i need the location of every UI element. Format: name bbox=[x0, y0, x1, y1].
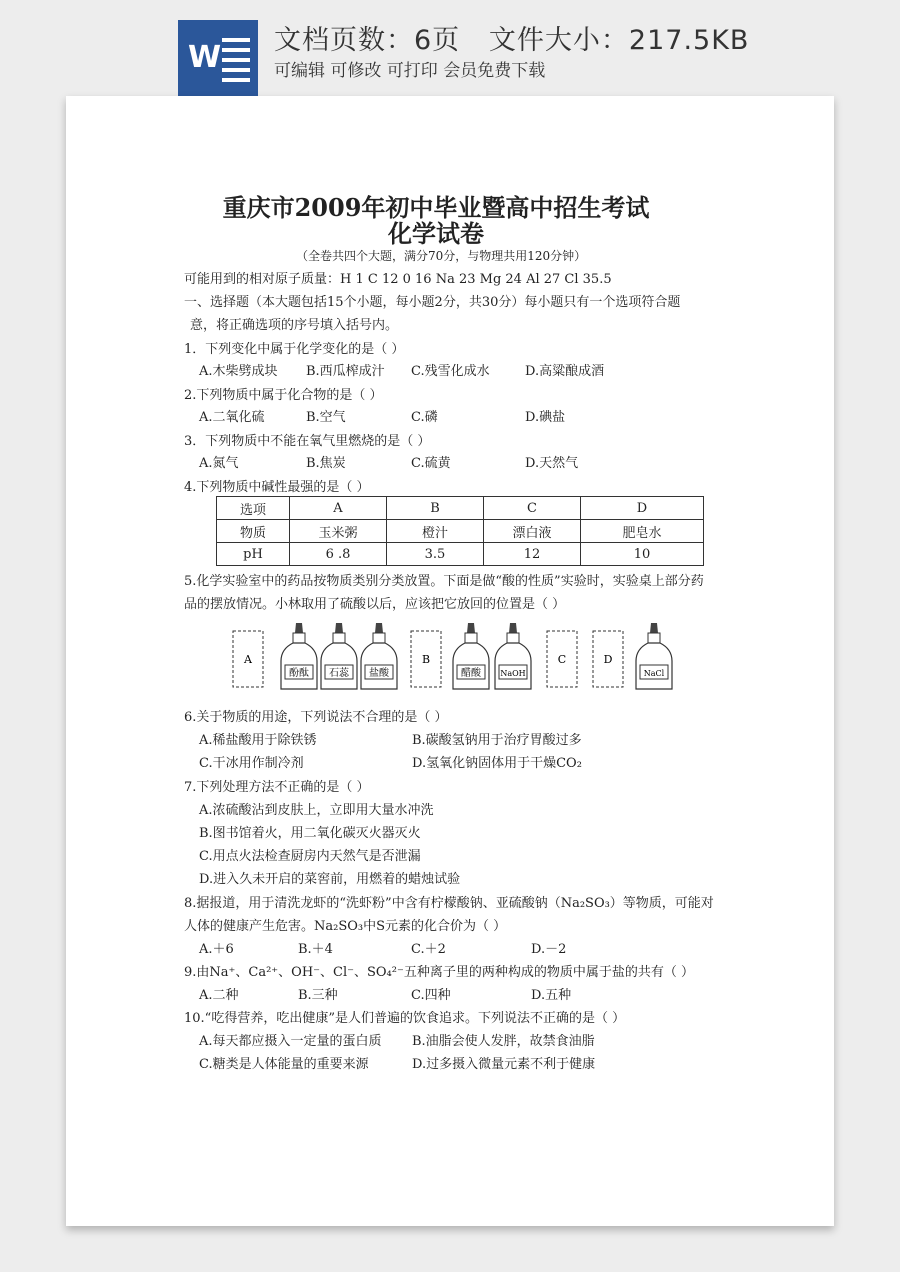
exam-title: 重庆市2009年初中毕业暨高中招生考试 bbox=[222, 193, 650, 222]
document-actions: 可编辑 可修改 可打印 会员免费下载 bbox=[274, 61, 546, 81]
q9-option: C.四种 bbox=[411, 988, 451, 1003]
q6-option: B.碳酸氢钠用于治疗胃酸过多 bbox=[412, 733, 582, 748]
slot-label: C bbox=[557, 653, 567, 666]
empty-slot bbox=[547, 631, 577, 687]
bottle-label: 酚酞 bbox=[289, 668, 309, 679]
reagent-bottle bbox=[636, 623, 672, 689]
empty-slot bbox=[233, 631, 263, 687]
question-6: 6.关于物质的用途，下列说法不合理的是（ ） bbox=[184, 710, 448, 725]
reagent-bottle bbox=[453, 623, 489, 689]
q3-option: A.氮气 bbox=[199, 456, 239, 471]
question-1: 1．下列变化中属于化学变化的是（ ） bbox=[184, 342, 405, 357]
question-5: 5.化学实验室中的药品按物质类别分类放置。下面是做“酸的性质”实验时，实验桌上部分药 bbox=[184, 574, 704, 589]
question-3: 3．下列物质中不能在氧气里燃烧的是（ ） bbox=[184, 434, 431, 449]
q6-option: C.干冰用作制冷剂 bbox=[199, 756, 304, 771]
table-cell: 漂白液 bbox=[484, 520, 581, 543]
question-2: 2.下列物质中属于化合物的是（ ） bbox=[184, 388, 383, 403]
word-document-icon bbox=[178, 20, 258, 96]
reagent-bottle bbox=[321, 623, 357, 689]
table-row bbox=[217, 543, 704, 566]
q7-option: C.用点火法检查厨房内天然气是否泄漏 bbox=[199, 849, 421, 864]
question-7: 7.下列处理方法不正确的是（ ） bbox=[184, 780, 370, 795]
atomic-masses: 可能用到的相对原子质量：H 1 C 12 0 16 Na 23 Mg 24 Al 27 Cl 35.5 bbox=[184, 272, 612, 287]
q6-option: A.稀盐酸用于除铁锈 bbox=[199, 733, 317, 748]
empty-slot bbox=[411, 631, 441, 687]
question-9: 9.由Na⁺、Ca²⁺、OH⁻、Cl⁻、SO₄²⁻五种离子里的两种构成的物质中属于盐的共有（ ） bbox=[184, 965, 694, 980]
section-1-instructions-cont: 意，将正确选项的序号填入括号内。 bbox=[190, 318, 399, 333]
table-row bbox=[217, 520, 704, 543]
q6-option: D.氢氧化钠固体用于干燥CO₂ bbox=[412, 756, 582, 771]
table-cell: A bbox=[290, 497, 387, 520]
q3-option: D.天然气 bbox=[525, 456, 579, 471]
q2-option: D.碘盐 bbox=[525, 410, 566, 425]
table-cell: 3.5 bbox=[387, 543, 484, 566]
q8-option: B.＋4 bbox=[298, 942, 333, 957]
document-header bbox=[0, 0, 900, 96]
section-1-instructions: 一、选择题（本大题包括15个小题，每小题2分，共30分）每小题只有一个选项符合题 bbox=[184, 295, 681, 310]
bottle-label: 醋酸 bbox=[461, 668, 481, 679]
reagent-shelf-diagram bbox=[231, 621, 711, 701]
reagent-bottle bbox=[495, 623, 531, 689]
table-cell: C bbox=[484, 497, 581, 520]
word-letter: W bbox=[188, 40, 222, 75]
table-cell: 橙汁 bbox=[387, 520, 484, 543]
table-cell: D bbox=[581, 497, 704, 520]
exam-subtitle: （全卷共四个大题，满分70分，与物理共用120分钟） bbox=[296, 249, 587, 263]
q1-option: B.西瓜榨成汁 bbox=[306, 364, 385, 379]
question-8-cont: 人体的健康产生危害。Na₂SO₃中S元素的化合价为（ ） bbox=[184, 919, 507, 934]
q9-option: A.二种 bbox=[199, 988, 239, 1003]
table-cell: 选项 bbox=[217, 497, 290, 520]
question-5-cont: 品的摆放情况。小林取用了硫酸以后，应该把它放回的位置是（ ） bbox=[184, 597, 566, 612]
q9-option: D.五种 bbox=[531, 988, 572, 1003]
q9-option: B.三种 bbox=[298, 988, 338, 1003]
bottle-label: NaOH bbox=[500, 669, 526, 678]
slot-label: B bbox=[421, 653, 431, 666]
table-row bbox=[217, 497, 704, 520]
q8-option: C.＋2 bbox=[411, 942, 446, 957]
document-info: 文档页数：6页 文件大小：217.5KB bbox=[274, 25, 750, 56]
q2-option: B.空气 bbox=[306, 410, 346, 425]
q10-option: C.糖类是人体能量的重要来源 bbox=[199, 1057, 369, 1072]
q2-option: A.二氧化硫 bbox=[199, 410, 265, 425]
q3-option: B.焦炭 bbox=[306, 456, 346, 471]
slot-label: D bbox=[603, 653, 613, 666]
q10-option: A.每天都应摄入一定量的蛋白质 bbox=[199, 1034, 382, 1049]
question-8: 8.据报道，用于清洗龙虾的“洗虾粉”中含有柠檬酸钠、亚硫酸钠（Na₂SO₃）等物质，可能对 bbox=[184, 896, 714, 911]
q1-option: D.高粱酿成酒 bbox=[525, 364, 605, 379]
q7-option: A.浓硫酸沾到皮肤上，立即用大量水冲洗 bbox=[199, 803, 434, 818]
document-page bbox=[66, 96, 834, 1226]
table-cell: 10 bbox=[581, 543, 704, 566]
question-10: 10.“吃得营养，吃出健康”是人们普遍的饮食追求。下列说法不正确的是（ ） bbox=[184, 1011, 626, 1026]
reagent-bottle bbox=[281, 623, 317, 689]
q2-option: C.磷 bbox=[411, 410, 438, 425]
q8-option: A.＋6 bbox=[199, 942, 234, 957]
table-cell: 物质 bbox=[217, 520, 290, 543]
empty-slot bbox=[593, 631, 623, 687]
bottle-label: NaCl bbox=[643, 669, 665, 678]
table-cell: pH bbox=[217, 543, 290, 566]
bottle-label: 石蕊 bbox=[329, 668, 349, 679]
table-cell: B bbox=[387, 497, 484, 520]
table-cell: 6 .8 bbox=[290, 543, 387, 566]
ph-table bbox=[216, 496, 704, 566]
question-4: 4.下列物质中碱性最强的是（ ） bbox=[184, 480, 370, 495]
table-cell: 肥皂水 bbox=[581, 520, 704, 543]
q7-option: D.进入久未开启的菜窖前，用燃着的蜡烛试验 bbox=[199, 872, 461, 887]
table-cell: 玉米粥 bbox=[290, 520, 387, 543]
slot-label: A bbox=[244, 653, 252, 666]
q10-option: B.油脂会使人发胖，故禁食油脂 bbox=[412, 1034, 595, 1049]
exam-subject: 化学试卷 bbox=[388, 219, 484, 248]
q7-option: B.图书馆着火，用二氧化碳灭火器灭火 bbox=[199, 826, 421, 841]
reagent-bottle bbox=[361, 623, 397, 689]
table-cell: 12 bbox=[484, 543, 581, 566]
bottle-label: 盐酸 bbox=[369, 668, 389, 679]
q8-option: D.－2 bbox=[531, 942, 567, 957]
q10-option: D.过多摄入微量元素不利于健康 bbox=[412, 1057, 596, 1072]
q1-option: A.木柴劈成块 bbox=[199, 364, 278, 379]
q1-option: C.残雪化成水 bbox=[411, 364, 490, 379]
q3-option: C.硫黄 bbox=[411, 456, 451, 471]
